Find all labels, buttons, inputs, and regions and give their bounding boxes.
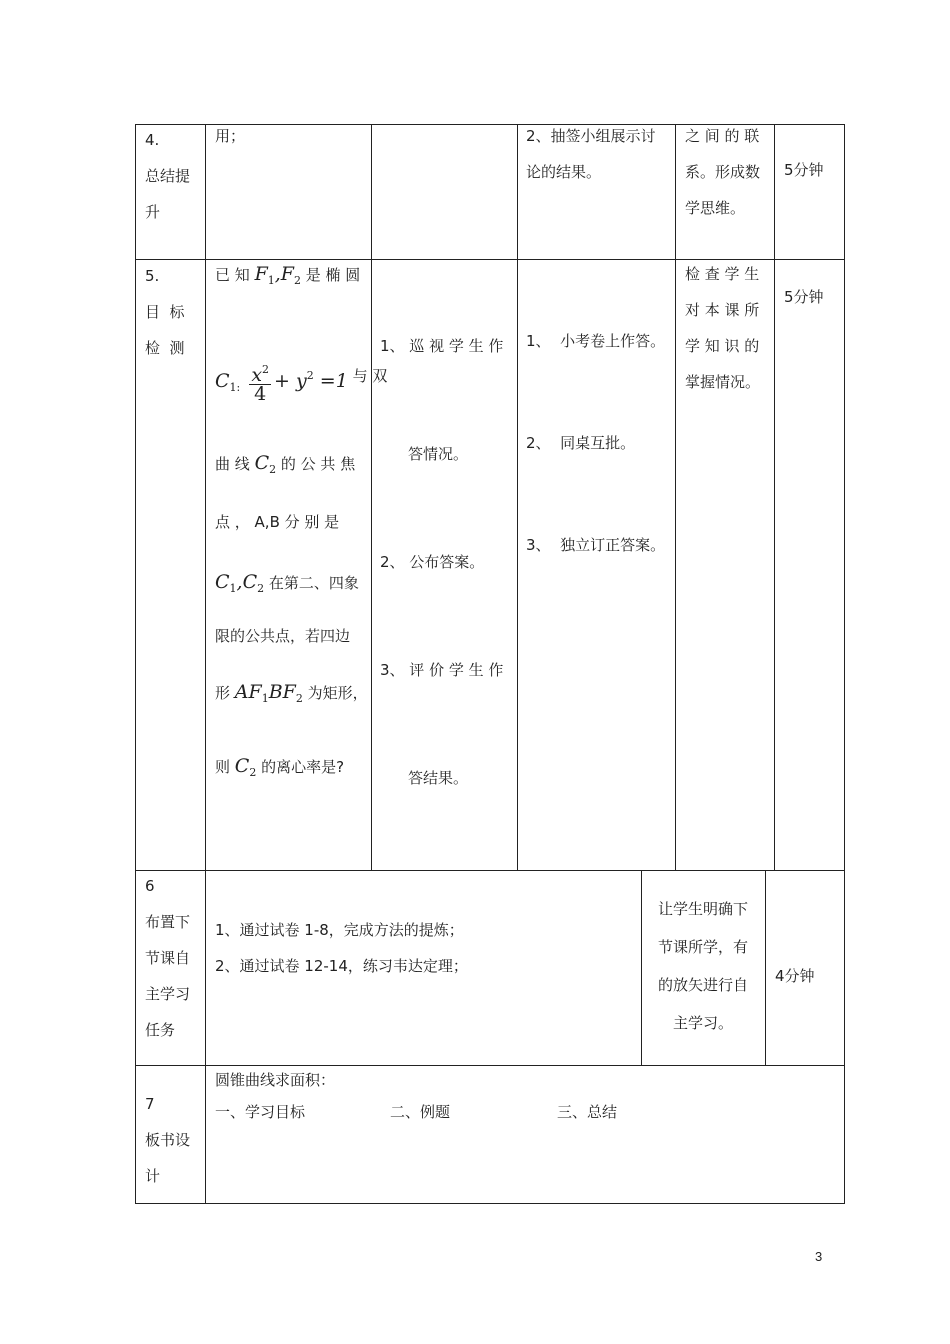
intent-line: 之 间 的 联 [685, 127, 760, 145]
row5-intent [685, 256, 773, 400]
intent-line: 让学生明确下 [657, 900, 748, 918]
teacher-activity-line: 答结果。 [408, 769, 469, 787]
intent-line: 对 本 课 所 [685, 301, 760, 319]
curves-c1-c2: $C_1,C_2$ [215, 571, 265, 595]
stage-label-line: 布置下 [145, 913, 191, 931]
time-text: 5分钟 [784, 161, 824, 179]
content-line [215, 358, 387, 406]
content-text: 的 公 共 焦 [280, 455, 356, 473]
student-activity-line: 1、 小考卷上作答。 [526, 332, 666, 350]
board-title: 圆锥曲线求面积： [215, 1071, 336, 1089]
teacher-activity-line: 答情况。 [408, 445, 469, 463]
time-text: 4分钟 [775, 967, 815, 985]
intent-line: 学 知 识 的 [685, 337, 760, 355]
content-text: 在第二、四象 [268, 574, 359, 592]
content-line [215, 564, 359, 607]
content-text: 已 知 [215, 266, 250, 284]
content-text: 用； [215, 127, 246, 145]
stage-label-line: 计 [145, 1167, 161, 1185]
row4-time [784, 152, 824, 188]
intent-line: 系。形成数 [685, 163, 761, 181]
content-line [215, 504, 339, 540]
intent-line: 节课所学，有 [657, 938, 748, 956]
content-text: 的离心率是? [261, 758, 345, 776]
content-text: 则 [215, 758, 231, 776]
content-line [215, 256, 360, 299]
content-text: 点 ， A,B 分 别 是 [215, 513, 340, 531]
ellipse-equation: $C_{1:}$ $\frac{x^2}{4}$ + $y^2 =1$ [215, 363, 348, 405]
row4-student [526, 118, 672, 190]
row5-teacher [380, 256, 515, 868]
stage-number: 4. [145, 131, 160, 149]
stage-label-line: 任务 [145, 1021, 176, 1039]
stage-number: 7 [145, 1095, 155, 1113]
teacher-activity-line: 3、 评 价 学 生 作 [380, 661, 504, 679]
stage-label-line: 总结提 [145, 167, 191, 185]
intent-line: 掌握情况。 [685, 373, 761, 391]
task-line: 1、通过试卷 1-8，完成方法的提炼； [215, 921, 464, 939]
task-line: 2、通过试卷 12-14，练习韦达定理； [215, 957, 468, 975]
page-number: 3 [815, 1249, 823, 1264]
content-line [215, 445, 355, 488]
content-text: 是 椭 圆 [305, 266, 361, 284]
stage-label-line: 主学习 [145, 985, 191, 1003]
content-text: 形 [215, 684, 231, 702]
board-item-objectives [215, 1094, 305, 1130]
intent-line: 主学习。 [672, 1014, 733, 1032]
stage-number: 6 [145, 877, 155, 895]
stage-label-line: 目 标 [145, 303, 185, 321]
row5-time [784, 279, 824, 315]
hyperbola-c2: $C_2$ [234, 755, 257, 779]
intent-line: 的放矢进行自 [657, 976, 748, 994]
hyperbola-c2: $C_2$ [254, 452, 277, 476]
stage-label-line: 节课自 [145, 949, 191, 967]
content-text: 限的公共点，若四边 [215, 627, 351, 645]
board-item-text: 一、学习目标 [215, 1103, 306, 1121]
board-item-text: 三、总结 [557, 1103, 618, 1121]
board-item-text: 二、例题 [390, 1103, 451, 1121]
foci-f1-f2: $F_1,F_2$ [254, 263, 301, 287]
row7-stage [145, 1086, 203, 1194]
stage-number: 5. [145, 267, 160, 285]
teacher-activity-line: 1、 巡 视 学 生 作 [380, 337, 504, 355]
board-item-examples [390, 1094, 450, 1130]
content-line [215, 618, 350, 654]
stage-label-line: 升 [145, 203, 161, 221]
content-text: 与 双 [352, 367, 388, 385]
student-activity-line: 2、抽签小组展示讨 [526, 127, 656, 145]
row4-content [215, 118, 245, 154]
student-activity-line: 论的结果。 [526, 163, 602, 181]
row4-intent [685, 118, 773, 226]
row6-time [775, 958, 815, 994]
row6-tasks [215, 912, 468, 984]
content-text: 曲 线 [215, 455, 250, 473]
stage-label-line: 检 测 [145, 339, 185, 357]
row5-student [526, 256, 672, 630]
stage-label-line: 板书设 [145, 1131, 191, 1149]
teacher-activity-line: 2、 公布答案。 [380, 553, 485, 571]
student-activity-line: 2、 同桌互批。 [526, 434, 636, 452]
intent-line: 检 查 学 生 [685, 265, 760, 283]
student-activity-line: 3、 独立订正答案。 [526, 536, 666, 554]
row7-board-title [215, 1062, 335, 1098]
row6-intent [643, 890, 763, 1042]
intent-line: 学思维。 [685, 199, 746, 217]
row4-stage [145, 122, 203, 230]
content-line [215, 748, 344, 791]
content-line [215, 674, 368, 717]
row6-stage [145, 868, 203, 1048]
content-text: 为矩形， [307, 684, 368, 702]
quadrilateral-af1bf2: $AF_1BF_2$ [234, 681, 303, 705]
row5-stage [145, 258, 203, 366]
board-item-summary [557, 1094, 617, 1130]
time-text: 5分钟 [784, 288, 824, 306]
